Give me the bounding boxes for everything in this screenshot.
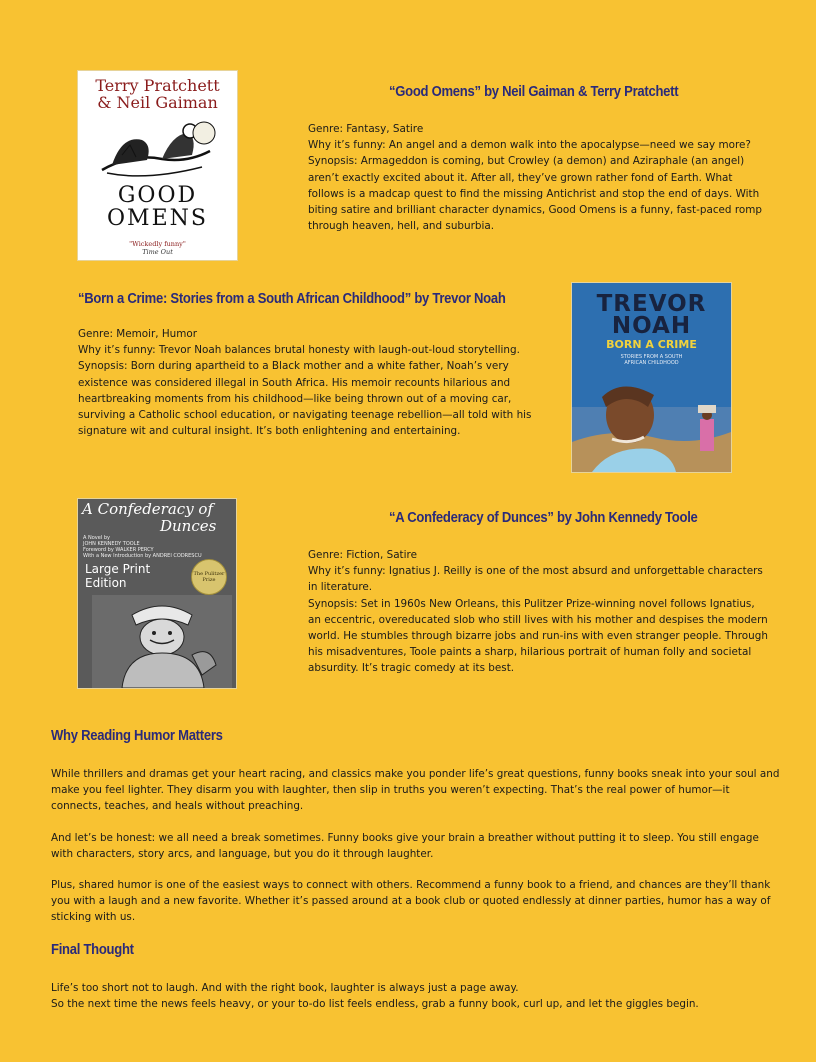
good-omens-cover-image (78, 71, 237, 260)
final-line: Life’s too short not to laugh. And with the right book, laughter is always just a page away. (51, 982, 519, 994)
final-line: So the next time the news feels heavy, or your to-do list feels endless, grab a funny book, curl up, and let the giggles begin. (51, 998, 699, 1010)
cover-large-print: Large Print Edition (85, 562, 151, 590)
born-a-crime-cover-image (572, 283, 731, 472)
ignatius-illustration (92, 595, 232, 688)
cover-subtitle: BORN A CRIME (606, 338, 697, 351)
book-description (308, 121, 768, 234)
cover-quote-source: Time Out (142, 248, 173, 256)
book-genre: Genre: Fiction, Satire (308, 549, 417, 561)
section-paragraph: While thrillers and dramas get your heart racing, and classics make you ponder life’s great questions, funny books sneak into your soul and make you feel lighter. They disarm you with laughter, then slip in truths you weren’t expecting. That’s the real power of humor—it connects, teaches, and heals without preaching. (51, 768, 780, 813)
book-why-funny: Why it’s funny: Trevor Noah balances brutal honesty with laugh-out-loud storytelling. (78, 344, 520, 357)
cover-tagline: STORIES FROM A SOUTH AFRICAN CHILDHOOD (620, 354, 683, 366)
cover-title-line (82, 501, 232, 535)
cover-title-line: OMENS (107, 206, 208, 231)
book-why-funny: Why it’s funny: An angel and a demon walk into the apocalypse—need we say more? (308, 139, 751, 152)
cover-meta: A Novel by (83, 535, 110, 541)
confederacy-of-dunces-cover-image (78, 499, 236, 688)
book-title: “Good Omens” by Neil Gaiman & Terry Pratchett (389, 84, 679, 100)
cover-author-line: & Neil Gaiman (97, 93, 218, 112)
cover-quote: "Wickedly funny" (129, 240, 186, 248)
book-synopsis: Synopsis: Born during apartheid to a Black mother and a white father, Noah’s very existence was considered illegal in South Africa. His memoir recounts hilarious and heartbreaking moments from his childhood—like being thrown out of a moving car, surviving a Catholic school education, or navigating teenage rebellion—all told with his signature wit and cultural insight. It’s both enlightening and entertaining. (78, 360, 532, 438)
cover-author-line: Terry Pratchett (95, 76, 220, 95)
book-title: “Born a Crime: Stories from a South African Childhood” by Trevor Noah (78, 291, 506, 307)
cover-meta: Foreword by WALKER PERCY (83, 547, 154, 553)
cover-title-part: A Confederacy of (82, 500, 214, 518)
cover-meta: JOHN KENNEDY TOOLE (83, 541, 140, 547)
trevor-noah-photo (572, 367, 731, 472)
section-heading: Final Thought (51, 942, 134, 958)
cover-author-line: TREVOR (596, 291, 707, 317)
cover-meta: With a New Introduction by ANDREI CODRESCU (83, 553, 202, 559)
book-description (308, 547, 768, 677)
book-genre: Genre: Memoir, Humor (78, 328, 198, 340)
cover-author-line: NOAH (611, 313, 692, 339)
section-paragraph: Plus, shared humor is one of the easiest ways to connect with others. Recommend a funny book to a friend, and chances are they’ll thank you with a laugh and a new favorite. Whether it’s passed around at a book club or quoted endlessly at dinner parties, humor has a way of sticking with us. (51, 879, 771, 924)
book-description (78, 326, 540, 439)
section-paragraph: And let’s be honest: we all need a break sometimes. Funny books give your brain a breather without putting it to sleep. You still engage with characters, story arcs, and language, but you do it through laughter. (51, 832, 759, 861)
book-title: “A Confederacy of Dunces” by John Kennedy Toole (389, 510, 698, 526)
cover-title-part: Dunces (160, 517, 217, 535)
pulitzer-seal: The Pulitzer Prize (191, 559, 227, 595)
angel-demon-illustration (92, 115, 222, 185)
book-synopsis: Synopsis: Set in 1960s New Orleans, this Pulitzer Prize-winning novel follows Ignatius, an eccentric, overeducated slob who still lives with his mother and despises the modern world. He stumbles through bizarre jobs and run-ins with even stranger people. Through his misadventures, Toole paints a sharp, hilarious portrait of human folly and societal absurdity. It’s tragic comedy at its best. (308, 597, 768, 675)
section-heading: Why Reading Humor Matters (51, 728, 223, 744)
book-synopsis: Synopsis: Armageddon is coming, but Crowley (a demon) and Aziraphale (an angel) aren’t exactly excited about it. After all, they’ve grown rather fond of Earth. What follows is a madcap quest to find the missing Antichrist and stop the end of days. With biting satire and brilliant character dynamics, Good Omens is a funny, fast-paced romp through heaven, hell, and suburbia. (308, 155, 762, 233)
book-why-funny: Why it’s funny: Ignatius J. Reilly is one of the most absurd and unforgettable characters in literature. (308, 565, 763, 594)
cover-title-line: GOOD (117, 183, 198, 208)
book-genre: Genre: Fantasy, Satire (308, 123, 424, 135)
